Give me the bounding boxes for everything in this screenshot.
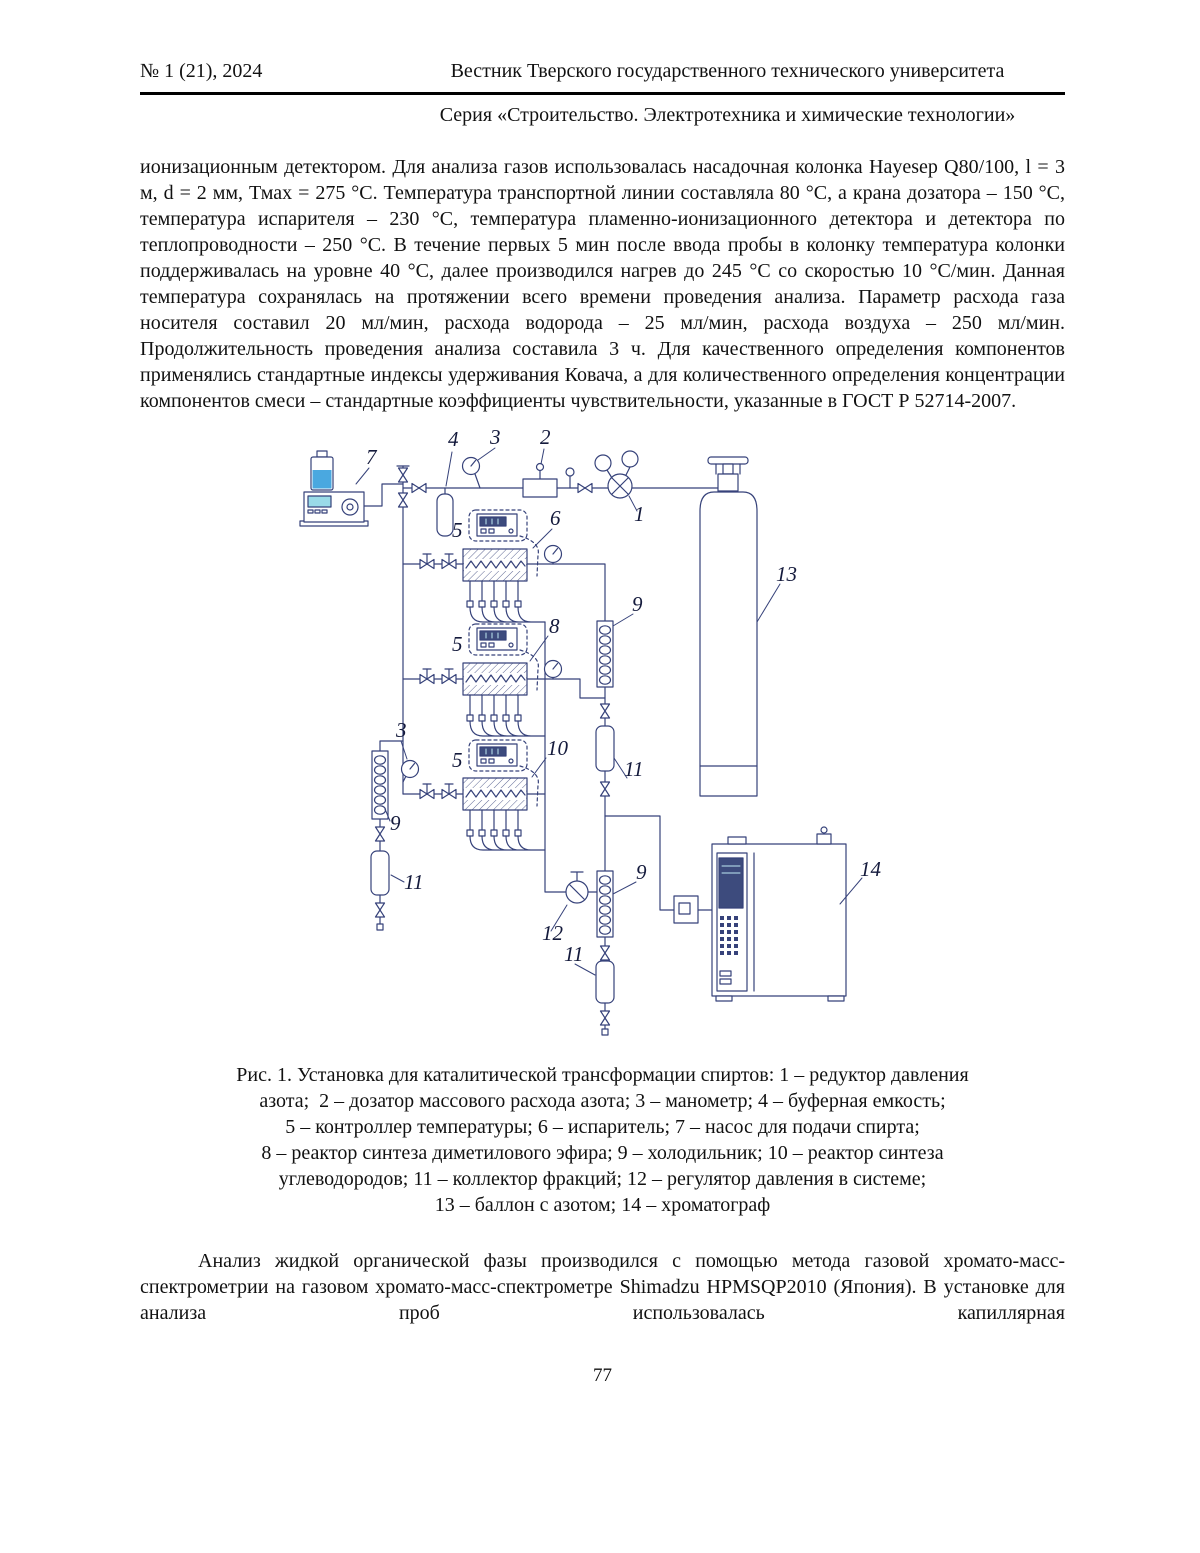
valve-icon [412,484,426,493]
valve-icon [420,669,434,684]
body-paragraph-1: ионизационным детектором. Для анализа газов использовалась насадочная колонка Hayesep Q80/100, l = 3 м, d = 2 мм, Тмах = 275 °С. Температура транспортной линии составляла 80 °С, а крана дозатора – 150 °С, температура испарителя – 230 °С, температура пламенно-ионизационного детектора и детектора по теплопроводности – 250 °С. В течение первых 5 мин после ввода пробы в колонку температура колонки поддерживалась на уровне 40 °С, далее производился нагрев до 245 °С со скоростью 10 °С/мин. Данная температура сохранялась на протяжении всего времени проведения анализа. Параметр расхода газа носителя составил 20 мл/мин, расхода водорода – 25 мл/мин, расхода воздуха – 250 мл/мин. Продолжительность проведения анализа составила 3 ч. Для качественного определения компонентов применялись стандартные индексы удерживания Ковача, а для количественного определения концентрации компонентов смеси – стандартные коэффициенты чувствительности, указанные в ГОСТ Р 52714-2007. [140,156,1065,412]
issue-number: № 1 (21), 2024 [140,60,263,82]
label-9a: 9 [390,811,401,835]
manometer-top [463,458,481,489]
label-6: 6 [550,506,561,530]
caption-line: 5 – контроллер температуры; 6 – испаритель; 7 – насос для подачи спирта; [285,1116,920,1138]
temp-controller-1 [477,514,517,536]
alcohol-bottle [311,451,333,490]
label-12: 12 [542,921,563,945]
alcohol-pump [300,451,368,526]
fraction-collector-bottom [596,961,614,1003]
chromatograph [674,827,846,1001]
caption-line: углеводородов; 11 – коллектор фракций; 12 – регулятор давления в системе; [278,1168,927,1190]
label-5b: 5 [452,632,463,656]
page-header [140,58,1065,95]
caption-line: азота; 2 – дозатор массового расхода азота; 3 – манометр; 4 – буферная емкость; [259,1090,946,1112]
process-diagram [0,426,1200,1058]
valve-icon [399,468,408,482]
stage-evaporator [463,510,562,622]
stage-dme-reactor [463,624,562,736]
cooler-bottom [597,871,613,937]
valve-icon [601,704,610,718]
gauge-icon [545,546,562,563]
nitrogen-cylinder [700,457,757,796]
temp-controller-2 [477,628,517,650]
process-lines [364,466,718,1029]
label-10: 10 [547,736,568,760]
valve-icon [420,554,434,569]
label-3b: 3 [396,718,407,742]
cooler-left [372,751,388,819]
pressure-reducer [595,451,638,498]
cooler-right [597,621,613,687]
valve-icon [601,1011,610,1025]
figure-caption [140,1062,1065,1218]
label-5c: 5 [452,748,463,772]
fraction-collector-right [596,726,614,771]
label-13: 13 [776,562,797,586]
flow-dosator [523,464,574,498]
fitting-icon [602,1029,608,1035]
caption-line: 8 – реактор синтеза диметилового эфира; 9 – холодильник; 10 – реактор синтеза [261,1142,944,1164]
valve-icon [376,827,385,841]
label-7: 7 [366,445,377,469]
page-number: 77 [593,1365,612,1386]
label-11b: 11 [624,757,644,781]
label-8: 8 [549,614,560,638]
label-1: 1 [634,502,645,526]
manometer-left [402,761,419,783]
temp-controller-3 [477,744,517,766]
label-9b: 9 [632,592,643,616]
stage-hydrocarbon-reactor [463,740,545,850]
label-2: 2 [540,426,551,449]
label-3: 3 [490,426,501,449]
buffer-vessel [437,488,453,536]
pressure-regulator [566,872,588,903]
label-11c: 11 [564,942,584,966]
label-11a: 11 [404,870,424,894]
valve-icon [442,669,456,684]
label-9c: 9 [636,860,647,884]
valve-icon [601,782,610,796]
journal-series: Серия «Строительство. Электротехника и химические технологии» [439,104,1016,126]
valve-icon [376,903,385,917]
label-5a: 5 [452,518,463,542]
valve-icon [442,554,456,569]
label-14: 14 [860,857,881,881]
figure-1 [0,426,1200,1058]
gauge-icon [545,661,562,678]
caption-line: Рис. 1. Установка для каталитической трансформации спиртов: 1 – редуктор давления [236,1064,969,1086]
valve-icon [578,484,592,493]
fraction-collector-left [371,851,389,895]
body-paragraph-2: Анализ жидкой органической фазы производился с помощью метода газовой хромато-масс-спектрометрии на газовом хромато-масс-спектрометре Shimadzu HPMSQP2010 (Япония). В установке для анализа проб использовалась капиллярная [140,1250,1065,1324]
valve-icon [442,784,456,799]
caption-line: 13 – баллон с азотом; 14 – хроматограф [434,1194,771,1216]
valve-icon [399,493,408,507]
label-4: 4 [448,427,459,451]
valve-icon [420,784,434,799]
fitting-icon [377,924,383,930]
valve-icon [601,946,610,960]
journal-title: Вестник Тверского государственного технического университета [450,60,1005,82]
